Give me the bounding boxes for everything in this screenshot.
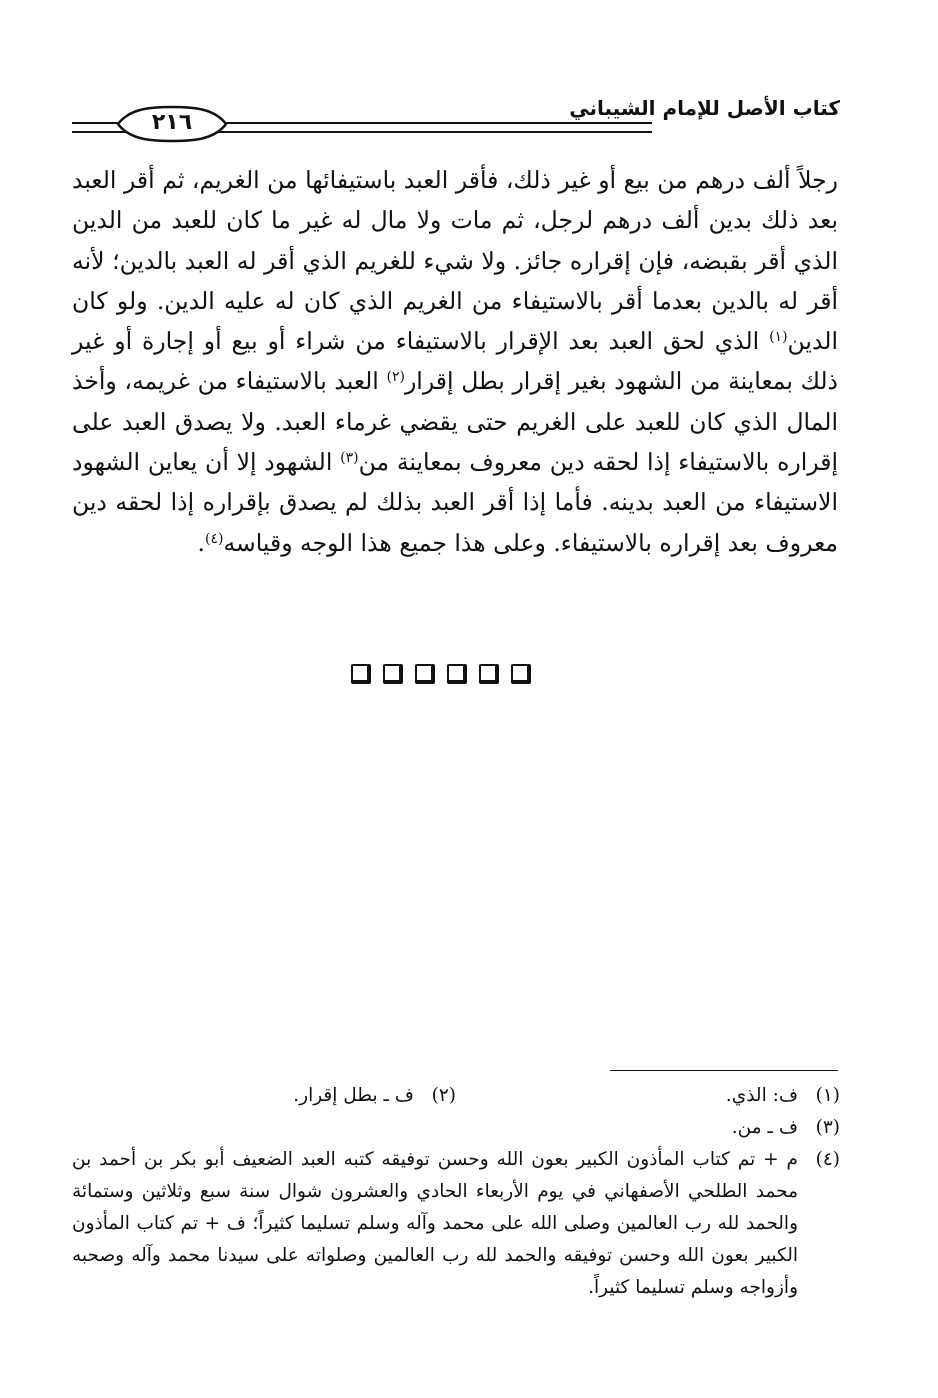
text-segment: العبد بالاستيفاء من غريمه، وأخذ المال الذي كان للعبد على الغريم حتى يقضي غرماء العبد. ولا يصدق العبد على إقراره بالاستيفاء إذا لحقه دين معروف بمعاينة من — [72, 367, 839, 477]
footnotes — [72, 1080, 840, 1304]
section-end-ornament — [351, 664, 571, 694]
page-number: ٢١٦ — [151, 110, 193, 135]
footnote-4 — [72, 1144, 840, 1304]
footnote-number: (٤) — [815, 1149, 840, 1170]
footnote-2 — [72, 1080, 456, 1112]
footnote-number: (١) — [815, 1085, 840, 1106]
footnote-3 — [72, 1112, 840, 1144]
footnote-text: ف ـ بطل إقرار. — [293, 1085, 414, 1106]
footnote-text: ف ـ من. — [731, 1117, 798, 1138]
footnote-ref: (١) — [769, 329, 788, 346]
square-ornament-icon — [351, 664, 371, 684]
text-segment: رجلاً ألف درهم من بيع أو غير ذلك، فأقر العبد باستيفائها من الغريم، ثم أقر العبد بعد ذلك بدين ألف درهم لرجل، ثم مات ولا مال له غير ما كان للعبد من الدين الذي أقر بقبضه، فإن إقراره جائز. ولا شيء للغريم الذي أقر له العبد بالدين؛ لأنه أقر له بالدين بعدما أقر بالاستيفاء من الغريم الذي كان له عليه الدين. ولو كان الدين — [72, 166, 838, 356]
footnote-separator — [610, 1070, 838, 1071]
footnote-1 — [456, 1080, 840, 1112]
text-segment: الشهود إلا أن يعاين الشهود الاستيفاء من العبد بدينه. فأما إذا أقر العبد بذلك لم يصدق بإقراره إذا لحقه دين معروف بعد إقراره بالاستيفاء. وعلى هذا جميع هذا الوجه وقياسه — [72, 448, 838, 557]
square-ornament-icon — [511, 664, 531, 684]
running-title: كتاب الأصل للإمام الشيباني — [569, 96, 840, 120]
page-header — [72, 92, 840, 142]
page-number-badge — [112, 104, 232, 144]
main-paragraph — [72, 160, 838, 563]
text-segment: . — [197, 528, 205, 557]
square-ornament-icon — [479, 664, 499, 684]
footnote-number: (٢) — [431, 1085, 456, 1106]
footnote-text: م + تم كتاب المأذون الكبير بعون الله وحسن توفيقه كتبه العبد الضعيف أبو بكر بن أحمد بن محمد الطلحي الأصفهاني في يوم الأربعاء الحادي والعشرون شوال سنة سبع وثلاثين وستمائة والحمد لله رب العالمين وصلى الله على محمد وآله وسلم تسليما كثيراً؛ ف + تم كتاب المأذون الكبير بعون الله وحسن توفيقه والحمد لله رب العالمين وصلواته على سيدنا محمد وآله وصحبه وأزواجه وسلم تسليما كثيراً. — [72, 1149, 798, 1298]
footnote-text: ف: الذي. — [725, 1085, 798, 1106]
footnote-ref: (٤) — [204, 530, 224, 547]
text-segment: الذي لحق العبد بعد الإقرار بالاستيفاء من شراء أو بيع أو إجارة أو غير ذلك بمعاينة من الشهود بغير إقرار بطل إقرار — [72, 327, 838, 396]
main-text — [72, 160, 838, 563]
footnote-ref: (٣) — [340, 450, 359, 467]
footnote-ref: (٢) — [386, 369, 405, 386]
square-ornament-icon — [415, 664, 435, 684]
square-ornament-icon — [383, 664, 403, 684]
square-ornament-icon — [447, 664, 467, 684]
footnote-row — [72, 1080, 840, 1112]
footnote-number: (٣) — [815, 1117, 840, 1138]
